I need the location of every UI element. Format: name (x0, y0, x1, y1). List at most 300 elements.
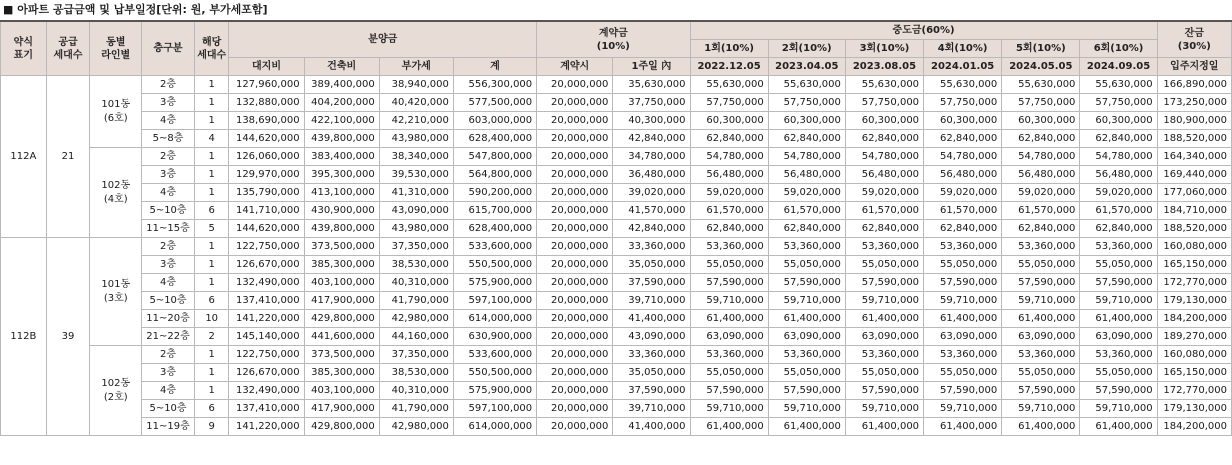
land-cell: 144,620,000 (229, 130, 304, 148)
mid-payment-cell: 59,710,000 (1002, 400, 1080, 418)
mid-payment-cell: 56,480,000 (1080, 166, 1157, 184)
mid-payment-cell: 62,840,000 (845, 220, 923, 238)
mid-payment-cell: 53,360,000 (690, 238, 768, 256)
units-cell: 1 (194, 166, 229, 184)
building-cell: 441,600,000 (304, 328, 379, 346)
mid-payment-cell: 59,710,000 (924, 292, 1002, 310)
mid-payment-cell: 57,750,000 (924, 94, 1002, 112)
total-cell: 614,000,000 (453, 418, 536, 436)
units-cell: 1 (194, 238, 229, 256)
mid-payment-cell: 59,710,000 (690, 400, 768, 418)
vat-cell: 38,340,000 (379, 148, 453, 166)
table-row (1, 256, 1232, 274)
table-row (1, 202, 1232, 220)
line-cell: 102동 (2호) (90, 346, 142, 436)
units-cell: 1 (194, 256, 229, 274)
mid-payment-cell: 60,300,000 (924, 112, 1002, 130)
header-mid-date-3: 2023.08.05 (845, 58, 923, 76)
mid-payment-cell: 59,710,000 (1002, 292, 1080, 310)
mid-payment-cell: 61,400,000 (845, 310, 923, 328)
balance-cell: 188,520,000 (1157, 220, 1231, 238)
vat-cell: 40,420,000 (379, 94, 453, 112)
mid-payment-cell: 57,750,000 (690, 94, 768, 112)
mid-payment-cell: 62,840,000 (1080, 220, 1157, 238)
total-cell: 550,500,000 (453, 364, 536, 382)
deposit-week-cell: 39,710,000 (613, 292, 690, 310)
building-cell: 404,200,000 (304, 94, 379, 112)
mid-payment-cell: 56,480,000 (768, 166, 845, 184)
deposit-contract-cell: 20,000,000 (537, 346, 613, 364)
mid-payment-cell: 55,050,000 (690, 256, 768, 274)
units-cell: 1 (194, 112, 229, 130)
mid-payment-cell: 62,840,000 (845, 130, 923, 148)
floor-cell: 5~10층 (142, 292, 195, 310)
mid-payment-cell: 59,020,000 (768, 184, 845, 202)
mid-payment-cell: 53,360,000 (1002, 346, 1080, 364)
total-cell: 628,400,000 (453, 220, 536, 238)
balance-cell: 160,080,000 (1157, 346, 1231, 364)
deposit-contract-cell: 20,000,000 (537, 364, 613, 382)
floor-cell: 4층 (142, 184, 195, 202)
deposit-week-cell: 40,300,000 (613, 112, 690, 130)
mid-payment-cell: 54,780,000 (1002, 148, 1080, 166)
mid-payment-cell: 61,570,000 (845, 202, 923, 220)
mid-payment-cell: 57,590,000 (1002, 382, 1080, 400)
balance-cell: 179,130,000 (1157, 400, 1231, 418)
land-cell: 127,960,000 (229, 76, 304, 94)
mid-payment-cell: 60,300,000 (1002, 112, 1080, 130)
building-cell: 413,100,000 (304, 184, 379, 202)
deposit-week-cell: 39,710,000 (613, 400, 690, 418)
vat-cell: 38,940,000 (379, 76, 453, 94)
mid-payment-cell: 57,590,000 (845, 274, 923, 292)
deposit-contract-cell: 20,000,000 (537, 400, 613, 418)
mid-payment-cell: 61,570,000 (1002, 202, 1080, 220)
mid-payment-cell: 53,360,000 (768, 238, 845, 256)
header-mid-date-2: 2023.04.05 (768, 58, 845, 76)
mid-payment-cell: 59,710,000 (924, 400, 1002, 418)
building-cell: 385,300,000 (304, 364, 379, 382)
land-cell: 144,620,000 (229, 220, 304, 238)
building-cell: 383,400,000 (304, 148, 379, 166)
mid-payment-cell: 56,480,000 (1002, 166, 1080, 184)
line-cell: 102동 (4호) (90, 148, 142, 238)
table-header (1, 21, 1232, 76)
header-type: 약식 표기 (1, 21, 47, 76)
mid-payment-cell: 60,300,000 (690, 112, 768, 130)
table-row (1, 130, 1232, 148)
mid-payment-cell: 62,840,000 (1002, 130, 1080, 148)
deposit-week-cell: 35,050,000 (613, 364, 690, 382)
deposit-week-cell: 37,590,000 (613, 274, 690, 292)
land-cell: 141,220,000 (229, 418, 304, 436)
building-cell: 403,100,000 (304, 274, 379, 292)
mid-payment-cell: 61,400,000 (1080, 418, 1157, 436)
mid-payment-cell: 56,480,000 (690, 166, 768, 184)
deposit-contract-cell: 20,000,000 (537, 94, 613, 112)
mid-payment-cell: 63,090,000 (690, 328, 768, 346)
land-cell: 138,690,000 (229, 112, 304, 130)
header-mid-date-1: 2022.12.05 (690, 58, 768, 76)
mid-payment-cell: 54,780,000 (1080, 148, 1157, 166)
deposit-contract-cell: 20,000,000 (537, 418, 613, 436)
type-cell: 112B (1, 238, 47, 436)
mid-payment-cell: 57,590,000 (1080, 274, 1157, 292)
vat-cell: 41,790,000 (379, 400, 453, 418)
header-land: 대지비 (229, 58, 304, 76)
mid-payment-cell: 61,400,000 (924, 310, 1002, 328)
floor-cell: 2층 (142, 238, 195, 256)
units-cell: 4 (194, 130, 229, 148)
floor-cell: 4층 (142, 382, 195, 400)
mid-payment-cell: 57,590,000 (690, 382, 768, 400)
mid-payment-cell: 53,360,000 (768, 346, 845, 364)
header-balance-date: 입주지정일 (1157, 58, 1231, 76)
mid-payment-cell: 53,360,000 (924, 346, 1002, 364)
mid-payment-cell: 55,050,000 (768, 364, 845, 382)
units-cell: 1 (194, 346, 229, 364)
table-row (1, 94, 1232, 112)
mid-payment-cell: 54,780,000 (690, 148, 768, 166)
floor-cell: 2층 (142, 148, 195, 166)
balance-cell: 179,130,000 (1157, 292, 1231, 310)
floor-cell: 5~10층 (142, 400, 195, 418)
units-cell: 1 (194, 76, 229, 94)
floor-cell: 11~19층 (142, 418, 195, 436)
deposit-week-cell: 35,050,000 (613, 256, 690, 274)
mid-payment-cell: 55,050,000 (924, 256, 1002, 274)
type-cell: 112A (1, 76, 47, 238)
header-mid-group: 중도금(60%) (690, 21, 1157, 40)
building-cell: 439,800,000 (304, 220, 379, 238)
mid-payment-cell: 55,050,000 (1080, 256, 1157, 274)
mid-payment-cell: 59,710,000 (1080, 292, 1157, 310)
floor-cell: 3층 (142, 364, 195, 382)
building-cell: 385,300,000 (304, 256, 379, 274)
deposit-contract-cell: 20,000,000 (537, 256, 613, 274)
deposit-week-cell: 43,090,000 (613, 328, 690, 346)
building-cell: 439,800,000 (304, 130, 379, 148)
total-cell: 615,700,000 (453, 202, 536, 220)
land-cell: 141,710,000 (229, 202, 304, 220)
units-cell: 6 (194, 202, 229, 220)
mid-payment-cell: 60,300,000 (1080, 112, 1157, 130)
mid-payment-cell: 53,360,000 (845, 238, 923, 256)
balance-cell: 188,520,000 (1157, 130, 1231, 148)
total-cell: 575,900,000 (453, 274, 536, 292)
mid-payment-cell: 62,840,000 (768, 220, 845, 238)
mid-payment-cell: 57,590,000 (924, 274, 1002, 292)
vat-cell: 41,790,000 (379, 292, 453, 310)
building-cell: 429,800,000 (304, 418, 379, 436)
land-cell: 126,670,000 (229, 256, 304, 274)
land-cell: 141,220,000 (229, 310, 304, 328)
deposit-week-cell: 33,360,000 (613, 238, 690, 256)
balance-cell: 165,150,000 (1157, 364, 1231, 382)
deposit-week-cell: 42,840,000 (613, 130, 690, 148)
balance-cell: 166,890,000 (1157, 76, 1231, 94)
mid-payment-cell: 55,630,000 (690, 76, 768, 94)
mid-payment-cell: 55,050,000 (1002, 256, 1080, 274)
mid-payment-cell: 61,400,000 (845, 418, 923, 436)
deposit-week-cell: 37,590,000 (613, 382, 690, 400)
table-row (1, 166, 1232, 184)
mid-payment-cell: 57,750,000 (1080, 94, 1157, 112)
total-cell: 556,300,000 (453, 76, 536, 94)
mid-payment-cell: 63,090,000 (768, 328, 845, 346)
mid-payment-cell: 62,840,000 (690, 130, 768, 148)
supply-cell: 39 (46, 238, 90, 436)
total-cell: 533,600,000 (453, 346, 536, 364)
deposit-contract-cell: 20,000,000 (537, 328, 613, 346)
deposit-contract-cell: 20,000,000 (537, 76, 613, 94)
balance-cell: 189,270,000 (1157, 328, 1231, 346)
vat-cell: 38,530,000 (379, 256, 453, 274)
mid-payment-cell: 61,570,000 (690, 202, 768, 220)
mid-payment-cell: 55,630,000 (1002, 76, 1080, 94)
units-cell: 5 (194, 220, 229, 238)
land-cell: 137,410,000 (229, 400, 304, 418)
balance-cell: 164,340,000 (1157, 148, 1231, 166)
mid-payment-cell: 55,050,000 (1080, 364, 1157, 382)
deposit-contract-cell: 20,000,000 (537, 274, 613, 292)
mid-payment-cell: 62,840,000 (690, 220, 768, 238)
header-building: 건축비 (304, 58, 379, 76)
mid-payment-cell: 61,400,000 (924, 418, 1002, 436)
vat-cell: 41,310,000 (379, 184, 453, 202)
mid-payment-cell: 53,360,000 (1002, 238, 1080, 256)
vat-cell: 37,350,000 (379, 238, 453, 256)
supply-cell: 21 (46, 76, 90, 238)
vat-cell: 38,530,000 (379, 364, 453, 382)
land-cell: 137,410,000 (229, 292, 304, 310)
total-cell: 628,400,000 (453, 130, 536, 148)
table-row (1, 184, 1232, 202)
mid-payment-cell: 61,400,000 (768, 310, 845, 328)
building-cell: 395,300,000 (304, 166, 379, 184)
floor-cell: 4층 (142, 274, 195, 292)
header-mid-5: 5회(10%) (1002, 40, 1080, 58)
building-cell: 417,900,000 (304, 292, 379, 310)
building-cell: 389,400,000 (304, 76, 379, 94)
vat-cell: 39,530,000 (379, 166, 453, 184)
mid-payment-cell: 55,050,000 (768, 256, 845, 274)
mid-payment-cell: 55,050,000 (924, 364, 1002, 382)
header-mid-2: 2회(10%) (768, 40, 845, 58)
floor-cell: 2층 (142, 346, 195, 364)
balance-cell: 177,060,000 (1157, 184, 1231, 202)
units-cell: 6 (194, 292, 229, 310)
mid-payment-cell: 61,400,000 (1080, 310, 1157, 328)
table-row (1, 310, 1232, 328)
line-cell: 101동 (3호) (90, 238, 142, 346)
building-cell: 403,100,000 (304, 382, 379, 400)
mid-payment-cell: 59,020,000 (690, 184, 768, 202)
floor-cell: 11~15층 (142, 220, 195, 238)
header-deposit-contract: 계약시 (537, 58, 613, 76)
mid-payment-cell: 59,020,000 (1080, 184, 1157, 202)
floor-cell: 3층 (142, 256, 195, 274)
land-cell: 132,490,000 (229, 274, 304, 292)
floor-cell: 4층 (142, 112, 195, 130)
floor-cell: 5~10층 (142, 202, 195, 220)
units-cell: 9 (194, 418, 229, 436)
header-balance: 잔금 (30%) (1157, 21, 1231, 58)
table-row (1, 148, 1232, 166)
mid-payment-cell: 57,750,000 (768, 94, 845, 112)
vat-cell: 42,210,000 (379, 112, 453, 130)
balance-cell: 169,440,000 (1157, 166, 1231, 184)
header-mid-3: 3회(10%) (845, 40, 923, 58)
units-cell: 1 (194, 364, 229, 382)
total-cell: 577,500,000 (453, 94, 536, 112)
mid-payment-cell: 59,710,000 (690, 292, 768, 310)
header-total: 계 (453, 58, 536, 76)
vat-cell: 43,090,000 (379, 202, 453, 220)
header-mid-date-4: 2024.01.05 (924, 58, 1002, 76)
mid-payment-cell: 53,360,000 (924, 238, 1002, 256)
units-cell: 10 (194, 310, 229, 328)
land-cell: 135,790,000 (229, 184, 304, 202)
mid-payment-cell: 63,090,000 (1080, 328, 1157, 346)
header-deposit-week: 1주일 內 (613, 58, 690, 76)
mid-payment-cell: 57,590,000 (924, 382, 1002, 400)
land-cell: 126,060,000 (229, 148, 304, 166)
units-cell: 1 (194, 382, 229, 400)
header-deposit-group: 계약금 (10%) (537, 21, 690, 58)
land-cell: 132,880,000 (229, 94, 304, 112)
deposit-week-cell: 41,570,000 (613, 202, 690, 220)
mid-payment-cell: 62,840,000 (1002, 220, 1080, 238)
mid-payment-cell: 53,360,000 (690, 346, 768, 364)
building-cell: 430,900,000 (304, 202, 379, 220)
table-row (1, 112, 1232, 130)
deposit-week-cell: 41,400,000 (613, 310, 690, 328)
total-cell: 590,200,000 (453, 184, 536, 202)
deposit-contract-cell: 20,000,000 (537, 202, 613, 220)
total-cell: 564,800,000 (453, 166, 536, 184)
units-cell: 1 (194, 274, 229, 292)
header-mid-date-6: 2024.09.05 (1080, 58, 1157, 76)
mid-payment-cell: 59,710,000 (845, 400, 923, 418)
balance-cell: 184,710,000 (1157, 202, 1231, 220)
building-cell: 422,100,000 (304, 112, 379, 130)
mid-payment-cell: 55,630,000 (845, 76, 923, 94)
floor-cell: 11~20층 (142, 310, 195, 328)
balance-cell: 173,250,000 (1157, 94, 1231, 112)
vat-cell: 40,310,000 (379, 274, 453, 292)
mid-payment-cell: 55,050,000 (845, 364, 923, 382)
line-cell: 101동 (6호) (90, 76, 142, 148)
header-mid-date-5: 2024.05.05 (1002, 58, 1080, 76)
mid-payment-cell: 59,020,000 (1002, 184, 1080, 202)
mid-payment-cell: 59,710,000 (768, 400, 845, 418)
header-supply: 공급 세대수 (46, 21, 90, 76)
floor-cell: 3층 (142, 94, 195, 112)
table-row (1, 346, 1232, 364)
mid-payment-cell: 62,840,000 (1080, 130, 1157, 148)
table-row (1, 364, 1232, 382)
units-cell: 6 (194, 400, 229, 418)
deposit-contract-cell: 20,000,000 (537, 130, 613, 148)
balance-cell: 160,080,000 (1157, 238, 1231, 256)
building-cell: 429,800,000 (304, 310, 379, 328)
land-cell: 145,140,000 (229, 328, 304, 346)
mid-payment-cell: 63,090,000 (1002, 328, 1080, 346)
mid-payment-cell: 61,570,000 (768, 202, 845, 220)
mid-payment-cell: 62,840,000 (924, 220, 1002, 238)
mid-payment-cell: 53,360,000 (845, 346, 923, 364)
header-units: 해당 세대수 (194, 21, 229, 76)
land-cell: 122,750,000 (229, 238, 304, 256)
deposit-contract-cell: 20,000,000 (537, 382, 613, 400)
header-price-group: 분양금 (229, 21, 537, 58)
mid-payment-cell: 59,710,000 (1080, 400, 1157, 418)
floor-cell: 5~8층 (142, 130, 195, 148)
units-cell: 1 (194, 184, 229, 202)
mid-payment-cell: 57,750,000 (845, 94, 923, 112)
land-cell: 122,750,000 (229, 346, 304, 364)
land-cell: 132,490,000 (229, 382, 304, 400)
mid-payment-cell: 62,840,000 (924, 130, 1002, 148)
mid-payment-cell: 61,570,000 (924, 202, 1002, 220)
mid-payment-cell: 56,480,000 (845, 166, 923, 184)
floor-cell: 2층 (142, 76, 195, 94)
mid-payment-cell: 54,780,000 (768, 148, 845, 166)
mid-payment-cell: 53,360,000 (1080, 238, 1157, 256)
deposit-contract-cell: 20,000,000 (537, 112, 613, 130)
mid-payment-cell: 61,400,000 (690, 310, 768, 328)
table-row (1, 418, 1232, 436)
deposit-contract-cell: 20,000,000 (537, 148, 613, 166)
deposit-week-cell: 37,750,000 (613, 94, 690, 112)
total-cell: 575,900,000 (453, 382, 536, 400)
mid-payment-cell: 57,590,000 (845, 382, 923, 400)
balance-cell: 172,770,000 (1157, 274, 1231, 292)
table-row (1, 328, 1232, 346)
mid-payment-cell: 61,570,000 (1080, 202, 1157, 220)
land-cell: 126,670,000 (229, 364, 304, 382)
total-cell: 597,100,000 (453, 400, 536, 418)
mid-payment-cell: 56,480,000 (924, 166, 1002, 184)
building-cell: 373,500,000 (304, 238, 379, 256)
mid-payment-cell: 61,400,000 (690, 418, 768, 436)
deposit-week-cell: 39,020,000 (613, 184, 690, 202)
deposit-week-cell: 33,360,000 (613, 346, 690, 364)
table-row (1, 238, 1232, 256)
header-mid-1: 1회(10%) (690, 40, 768, 58)
deposit-contract-cell: 20,000,000 (537, 238, 613, 256)
balance-cell: 172,770,000 (1157, 382, 1231, 400)
mid-payment-cell: 63,090,000 (845, 328, 923, 346)
mid-payment-cell: 61,400,000 (1002, 418, 1080, 436)
deposit-contract-cell: 20,000,000 (537, 184, 613, 202)
mid-payment-cell: 60,300,000 (768, 112, 845, 130)
units-cell: 2 (194, 328, 229, 346)
total-cell: 603,000,000 (453, 112, 536, 130)
mid-payment-cell: 57,590,000 (1080, 382, 1157, 400)
mid-payment-cell: 60,300,000 (845, 112, 923, 130)
table-title: ■ 아파트 공급금액 및 납부일정[단위: 원, 부가세포함] (3, 3, 268, 16)
mid-payment-cell: 57,590,000 (768, 382, 845, 400)
building-cell: 373,500,000 (304, 346, 379, 364)
floor-cell: 21~22층 (142, 328, 195, 346)
mid-payment-cell: 61,400,000 (1002, 310, 1080, 328)
deposit-contract-cell: 20,000,000 (537, 220, 613, 238)
table-row (1, 382, 1232, 400)
mid-payment-cell: 57,590,000 (768, 274, 845, 292)
header-line: 동별 라인별 (90, 21, 142, 76)
